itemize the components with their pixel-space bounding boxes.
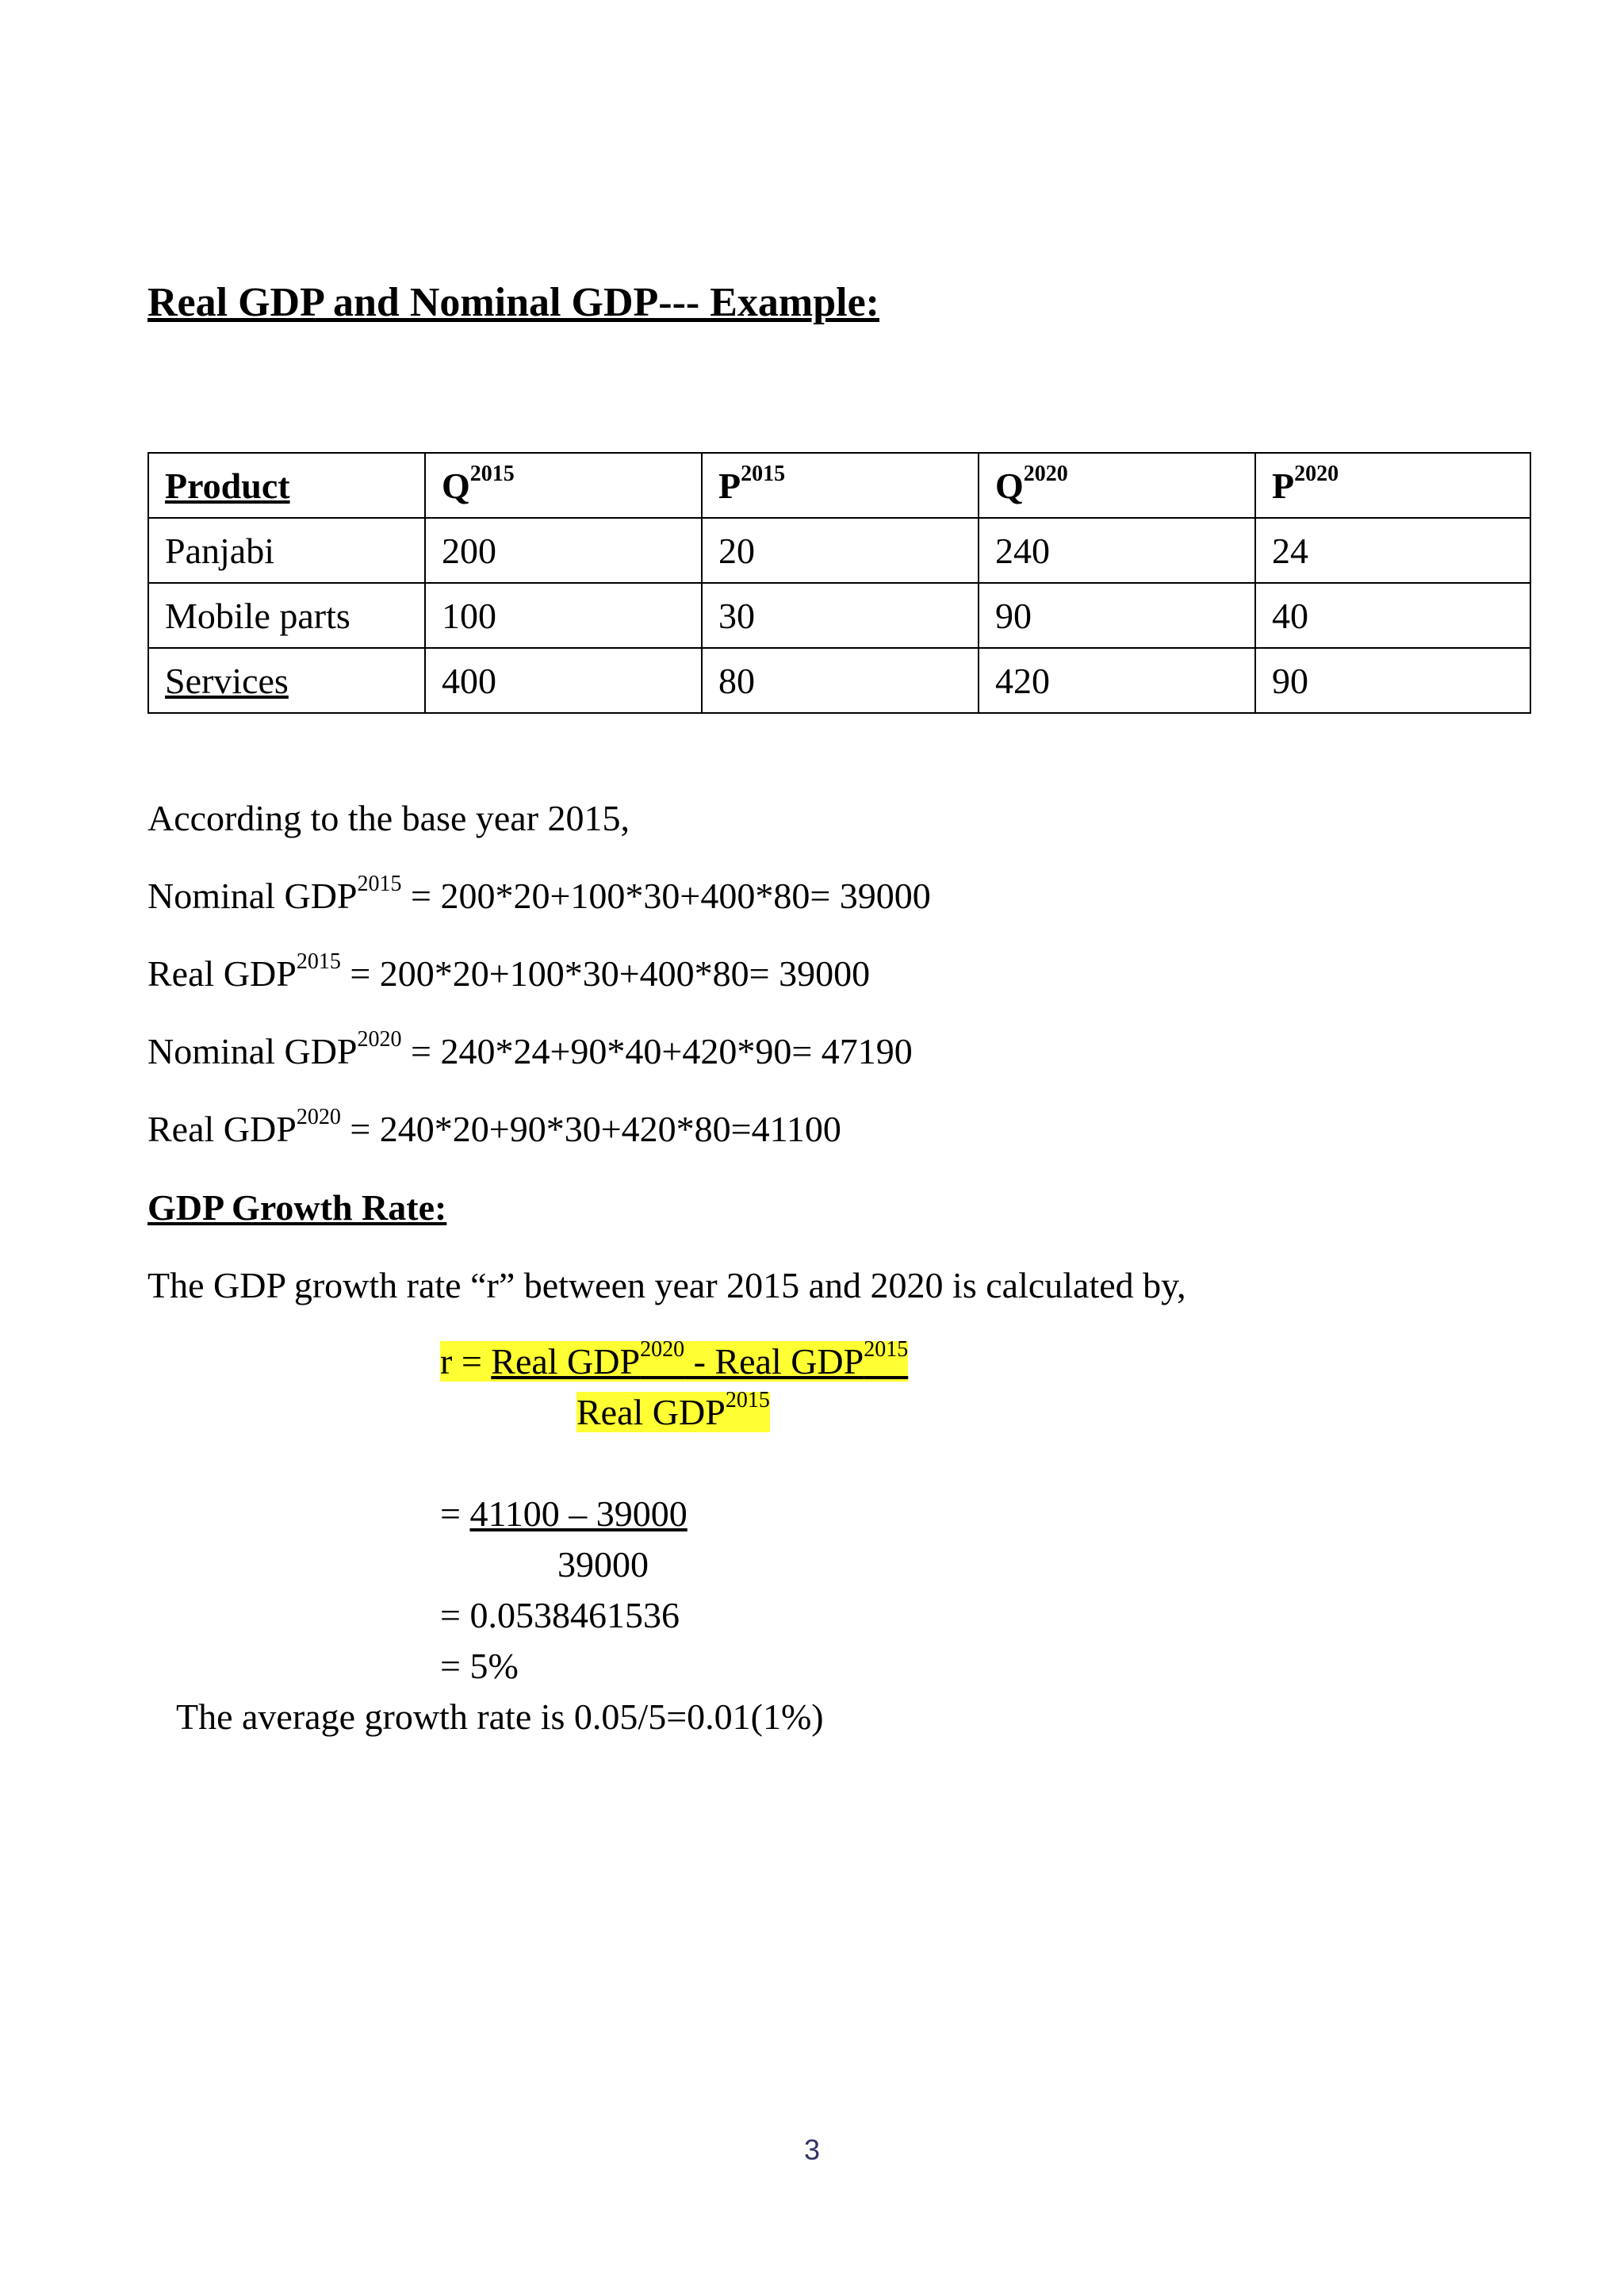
calc-step-percent: = 5% (440, 1646, 519, 1686)
table-cell: 90 (979, 583, 1255, 648)
table-cell: Services (148, 648, 425, 713)
header-product: Product (148, 453, 425, 518)
table-cell: 240 (979, 518, 1255, 583)
header-q-2020: $Q^{2020}$ (979, 453, 1255, 518)
growth-rate-intro: The GDP growth rate “r” between year 2015 and 2020 is calculated by, (147, 1265, 1186, 1305)
table-cell: 30 (702, 583, 979, 648)
table-cell: 90 (1255, 648, 1530, 713)
table-header-row (148, 453, 1530, 518)
formula-denominator: Real $GDP^{2015}$ (576, 1388, 770, 1432)
calc-step-denominator: 39000 (557, 1544, 649, 1585)
calc-step-decimal: = 0.0538461536 (440, 1595, 680, 1635)
table-cell: 24 (1255, 518, 1530, 583)
growth-rate-heading: GDP Growth Rate: (147, 1187, 447, 1228)
page-heading: Real GDP and Nominal GDP--- Example: (147, 280, 879, 325)
equation-real-2020: Real $GDP^{2020} = 240*20+90*30+420*80=41100$ (147, 1105, 841, 1149)
table-cell: Panjabi (148, 518, 425, 583)
table-cell: 400 (425, 648, 702, 713)
table-row (148, 583, 1530, 648)
equation-real-2015: Real $GDP^{2015} = 200*20+100*30+400*80= 39000$ (147, 949, 871, 994)
table-cell: 20 (702, 518, 979, 583)
header-q-2015: $Q^{2015}$ (425, 453, 702, 518)
table-cell: 80 (702, 648, 979, 713)
average-growth-line: The average growth rate is 0.05/5=0.01(1%) (176, 1696, 824, 1737)
equation-nominal-2015: Nominal $GDP^{2015} = 200*20+100*30+400*80= 39000$ (147, 872, 931, 916)
page-number: 3 (804, 2133, 821, 2166)
table-row (148, 518, 1530, 583)
base-year-intro: According to the base year 2015, (147, 798, 630, 838)
header-p-2015: $P^{2015}$ (702, 453, 979, 518)
header-p-2020: $P^{2020}$ (1255, 453, 1530, 518)
table-cell: 40 (1255, 583, 1530, 648)
table-cell: 100 (425, 583, 702, 648)
equation-nominal-2020: Nominal $GDP^{2020} = 240*24+90*40+420*90= 47190$ (147, 1027, 913, 1071)
formula-numerator: r = Real $GDP^{2020}$ - Real $GDP^{2015}$ (440, 1337, 909, 1382)
gdp-table (147, 452, 1531, 714)
table-cell: 200 (425, 518, 702, 583)
table-cell: 420 (979, 648, 1255, 713)
calc-step-fraction: = 41100 – 39000 (440, 1493, 688, 1534)
table-row (148, 648, 1530, 713)
table-cell: Mobile parts (148, 583, 425, 648)
